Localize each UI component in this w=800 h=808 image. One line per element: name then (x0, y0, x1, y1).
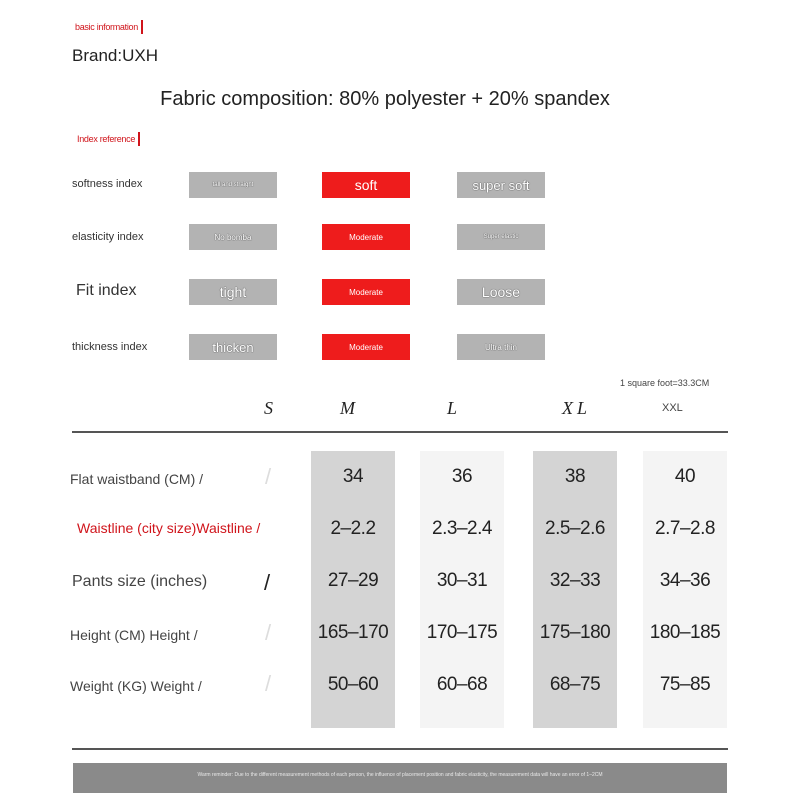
row-slash: / (265, 464, 272, 489)
size-s: S (264, 398, 273, 418)
index-reference-label: Index reference (77, 132, 140, 146)
unit-note: 1 square foot=33.3CM (620, 378, 710, 388)
softness-option-3: super soft (457, 172, 545, 198)
row-slash: / (264, 570, 271, 595)
elasticity-option-3: Super elastic (457, 224, 545, 250)
cell-height-m: 165–170 (317, 622, 389, 643)
row-label-flat-waistband: Flat waistband (CM) / (70, 471, 204, 487)
cell-waistline-xxl: 2.7–2.8 (655, 518, 715, 539)
fit-option-3: Loose (457, 279, 545, 305)
cell-height-l: 170–175 (426, 622, 498, 643)
cell-pants-l: 30–31 (436, 570, 488, 591)
thickness-option-2-selected: Moderate (322, 334, 410, 360)
cell-waistline-xl: 2.5–2.6 (545, 518, 605, 539)
cell-weight-xl: 68–75 (549, 674, 601, 695)
cell-waistband-xl: 38 (564, 466, 586, 487)
thickness-option-1: thicken (189, 334, 277, 360)
fit-option-2-selected: Moderate (322, 279, 410, 305)
elasticity-index-label: elasticity index (72, 231, 144, 243)
fabric-composition: Fabric composition: 80% polyester + 20% spandex (160, 88, 610, 110)
table-bottom-rule (72, 748, 728, 750)
cell-weight-m: 50–60 (327, 674, 379, 695)
size-xl: XL (562, 398, 592, 418)
cell-height-xl: 175–180 (539, 622, 611, 643)
row-label-height: Height (CM) Height / (70, 627, 198, 643)
softness-index-label: softness index (72, 178, 143, 190)
cell-weight-xxl: 75–85 (659, 674, 711, 695)
basic-information-label: basic information (75, 20, 143, 34)
softness-option-2-selected: soft (322, 172, 410, 198)
measurement-reminder: Warm reminder: Due to the different measurement methods of each person, the influence of placement position and fabric elasticity, the measurement data will have an error of 1–2CM (73, 763, 727, 793)
row-slash: / (265, 671, 272, 696)
fit-index-label: Fit index (76, 282, 137, 299)
cell-pants-xxl: 34–36 (659, 570, 711, 591)
brand-text: Brand:UXH (72, 46, 158, 65)
cell-pants-m: 27–29 (327, 570, 379, 591)
cell-pants-xl: 32–33 (549, 570, 601, 591)
row-label-weight: Weight (KG) Weight / (70, 678, 202, 694)
elasticity-option-1: No bomba (189, 224, 277, 250)
row-label-pants-size: Pants size (inches) (72, 573, 208, 590)
fit-option-1: tight (189, 279, 277, 305)
thickness-option-3: Ultra thin (457, 334, 545, 360)
size-l: L (447, 398, 458, 418)
cell-waistband-l: 36 (451, 466, 473, 487)
thickness-index-label: thickness index (72, 341, 148, 353)
row-label-waistline: Waistline (city size)Waistline / (77, 520, 261, 536)
cell-waistline-m: 2–2.2 (330, 518, 376, 539)
cell-waistband-m: 34 (342, 466, 364, 487)
elasticity-option-2-selected: Moderate (322, 224, 410, 250)
cell-height-xxl: 180–185 (649, 622, 721, 643)
softness-option-1: tall and straight (189, 172, 277, 198)
size-xxl: XXL (662, 402, 683, 414)
cell-waistline-l: 2.3–2.4 (432, 518, 492, 539)
cell-waistband-xxl: 40 (674, 466, 696, 487)
cell-weight-l: 60–68 (436, 674, 488, 695)
row-slash: / (265, 620, 272, 645)
table-top-rule (72, 431, 728, 433)
size-m: M (340, 398, 355, 418)
